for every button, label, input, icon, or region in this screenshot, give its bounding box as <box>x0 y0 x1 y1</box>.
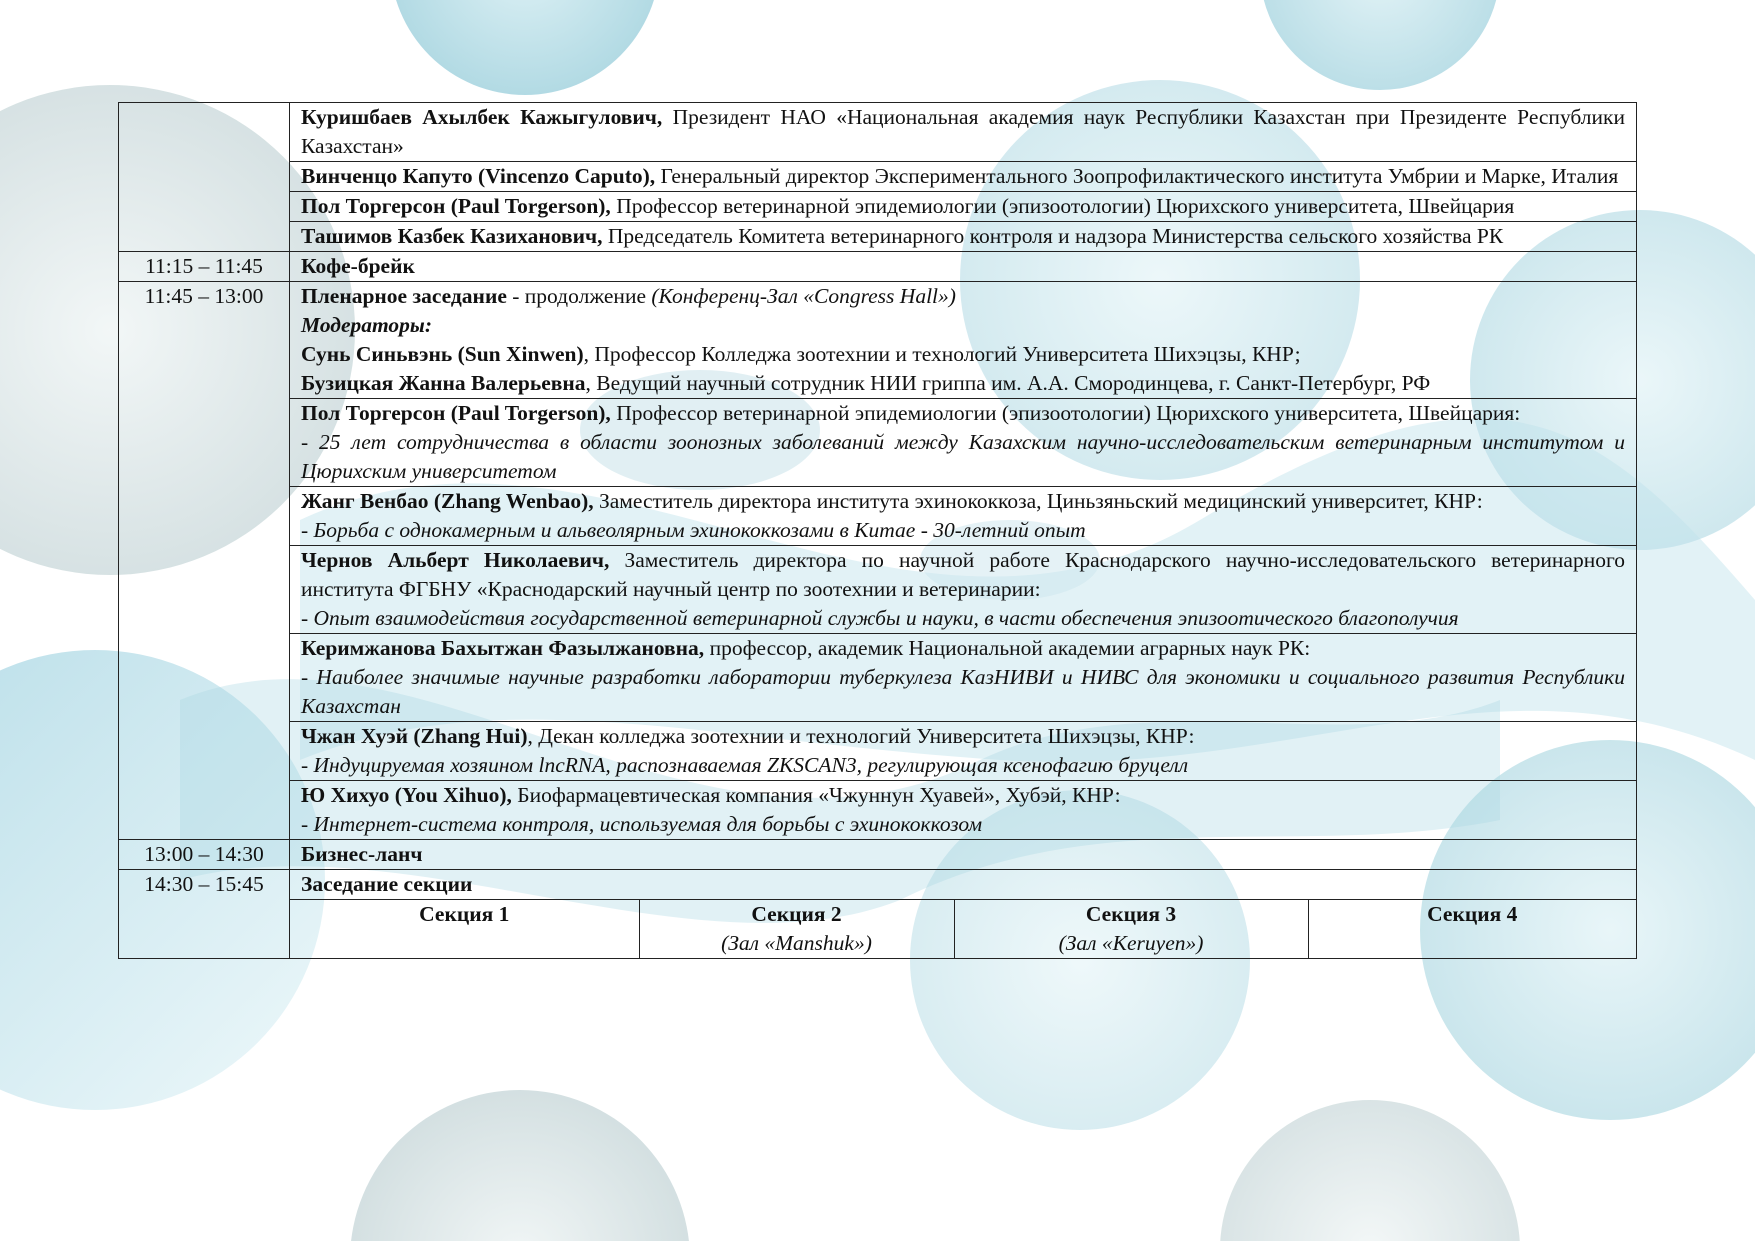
speaker-name: Винченцо Капуто (Vincenzo Caputo), <box>301 164 656 188</box>
talk-role: Профессор ветеринарной эпидемиологии (эпизоотологии) Цюрихского университета, Швейцария: <box>610 401 1521 425</box>
lunch-label: Бизнес-ланч <box>301 842 423 866</box>
talk-role: Заместитель директора института эхинококкоза, Циньзяньский медицинский университет, КНР: <box>593 489 1483 513</box>
plenary-title: Пленарное заседание <box>301 284 507 308</box>
talk-row <box>119 546 1637 634</box>
talk-role: Биофармацевтическая компания «Чжуннун Хуавей», Хубэй, КНР: <box>511 783 1121 807</box>
coffee-break-row <box>119 252 1637 282</box>
talk-row <box>119 399 1637 487</box>
talk-row <box>119 487 1637 546</box>
talk-row <box>119 722 1637 781</box>
plenary-header-cell <box>290 282 1637 399</box>
sections-cell <box>290 900 1637 959</box>
table-row <box>119 162 1637 192</box>
speaker-cell <box>290 162 1637 192</box>
coffee-time: 11:15 – 11:45 <box>119 252 290 282</box>
program-table <box>118 102 1637 959</box>
section-label: Секция 2 <box>751 902 842 926</box>
speaker-cell <box>290 192 1637 222</box>
lunch-time: 13:00 – 14:30 <box>119 840 290 870</box>
coffee-label-cell <box>290 252 1637 282</box>
talk-role: Заместитель директора по научной работе Краснодарского научно-исследовательского ветеринарного института ФГБНУ «Краснодарский научный центр по зоотехнии и ветеринарии: <box>301 548 1625 601</box>
moderator-name: Бузицкая Жанна Валерьевна <box>301 371 586 395</box>
talk-row <box>119 781 1637 840</box>
speaker-role: Председатель Комитета ветеринарного контроля и надзора Министерства сельского хозяйства РК <box>602 224 1504 248</box>
section-1 <box>290 900 639 958</box>
moderator-name: Сунь Синьвэнь (Sun Xinwen) <box>301 342 584 366</box>
lunch-row <box>119 840 1637 870</box>
speaker-role: Генеральный директор Экспериментального Зоопрофилактического института Умбрии и Марке, Италия <box>655 164 1619 188</box>
sections-time: 14:30 – 15:45 <box>119 870 290 959</box>
plenary-time: 11:45 – 13:00 <box>119 282 290 840</box>
talk-cell <box>290 487 1637 546</box>
lunch-label-cell <box>290 840 1637 870</box>
sections-header-row <box>119 870 1637 900</box>
talk-cell <box>290 546 1637 634</box>
section-label: Секция 1 <box>419 902 510 926</box>
plenary-title-rest: - продолжение <box>506 284 652 308</box>
section-label: Секция 4 <box>1427 902 1518 926</box>
speaker-name: Ташимов Казбек Казиханович, <box>301 224 603 248</box>
program-sheet <box>118 102 1637 959</box>
talk-cell <box>290 722 1637 781</box>
speaker-name: Куришбаев Ахылбек Кажыгулович, <box>301 105 663 129</box>
talk-speaker: Ю Хихуо (You Xihuo), <box>301 783 512 807</box>
talk-topic: - 25 лет сотрудничества в области зоонозных заболеваний между Казахским научно-исследовательским ветеринарным институтом и Цюрихским университетом <box>301 430 1625 483</box>
talk-speaker: Жанг Венбао (Zhang Wenbao), <box>301 489 594 513</box>
section-hall: (Зал «Manshuk») <box>721 931 872 955</box>
talk-speaker: Чернов Альберт Николаевич, <box>301 548 610 572</box>
talk-role: профессор, академик Национальной академии аграрных наук РК: <box>704 636 1311 660</box>
talk-role: , Декан колледжа зоотехнии и технологий Университета Шихэцзы, КНР: <box>527 724 1195 748</box>
speaker-cell <box>290 222 1637 252</box>
table-row <box>119 192 1637 222</box>
sections-title: Заседание секции <box>301 872 473 896</box>
speaker-role: Профессор ветеринарной эпидемиологии (эпизоотологии) Цюрихского университета, Швейцария <box>610 194 1515 218</box>
talk-speaker: Керимжанова Бахытжан Фазылжановна, <box>301 636 705 660</box>
sections-title-cell <box>290 870 1637 900</box>
section-3 <box>954 900 1308 958</box>
talk-topic: - Борьба с однокамерным и альвеолярным эхинококкозами в Китае - 30-летний опыт <box>301 518 1086 542</box>
talk-topic: - Интернет-система контроля, используемая для борьбы с эхинококкозом <box>301 812 983 836</box>
speaker-cell <box>290 103 1637 162</box>
section-2 <box>639 900 954 958</box>
sections-table <box>290 900 1636 958</box>
talk-topic: - Индуцируемая хозяином lncRNA, распознаваемая ZKSCAN3, регулирующая ксенофагию бруцелл <box>301 753 1189 777</box>
table-row <box>119 222 1637 252</box>
speaker-name: Пол Торгерсон (Paul Torgerson), <box>301 194 611 218</box>
talk-topic: - Наиболее значимые научные разработки лаборатории туберкулеза КазНИВИ и НИВС для экономики и социального развития Республики Казахстан <box>301 665 1625 718</box>
table-row <box>119 103 1637 162</box>
talk-topic: - Опыт взаимодействия государственной ветеринарной службы и науки, в части обеспечения эпизоотического благополучия <box>301 606 1459 630</box>
moderators-label: Модераторы: <box>301 313 433 337</box>
talk-cell <box>290 634 1637 722</box>
moderator-role: , Ведущий научный сотрудник НИИ гриппа им. А.А. Смородинцева, г. Санкт-Петербург, РФ <box>585 371 1431 395</box>
plenary-header-row <box>119 282 1637 399</box>
talk-speaker: Пол Торгерсон (Paul Torgerson), <box>301 401 611 425</box>
section-label: Секция 3 <box>1085 902 1177 926</box>
talk-cell <box>290 781 1637 840</box>
talk-row <box>119 634 1637 722</box>
time-cell-empty <box>119 103 290 252</box>
coffee-label: Кофе-брейк <box>301 254 415 278</box>
plenary-venue: (Конференц-Зал «Congress Hall») <box>651 284 956 308</box>
talk-speaker: Чжан Хуэй (Zhang Hui) <box>301 724 528 748</box>
section-4 <box>1308 900 1636 958</box>
talk-cell <box>290 399 1637 487</box>
speaker-role: Президент НАО «Национальная академия наук Республики Казахстан при Президенте Республики Казахстан» <box>301 105 1625 158</box>
section-hall: (Зал «Keruyen») <box>1058 931 1204 955</box>
moderator-role: , Профессор Колледжа зоотехнии и технологий Университета Шихэцзы, КНР; <box>583 342 1301 366</box>
sections-row <box>119 900 1637 959</box>
